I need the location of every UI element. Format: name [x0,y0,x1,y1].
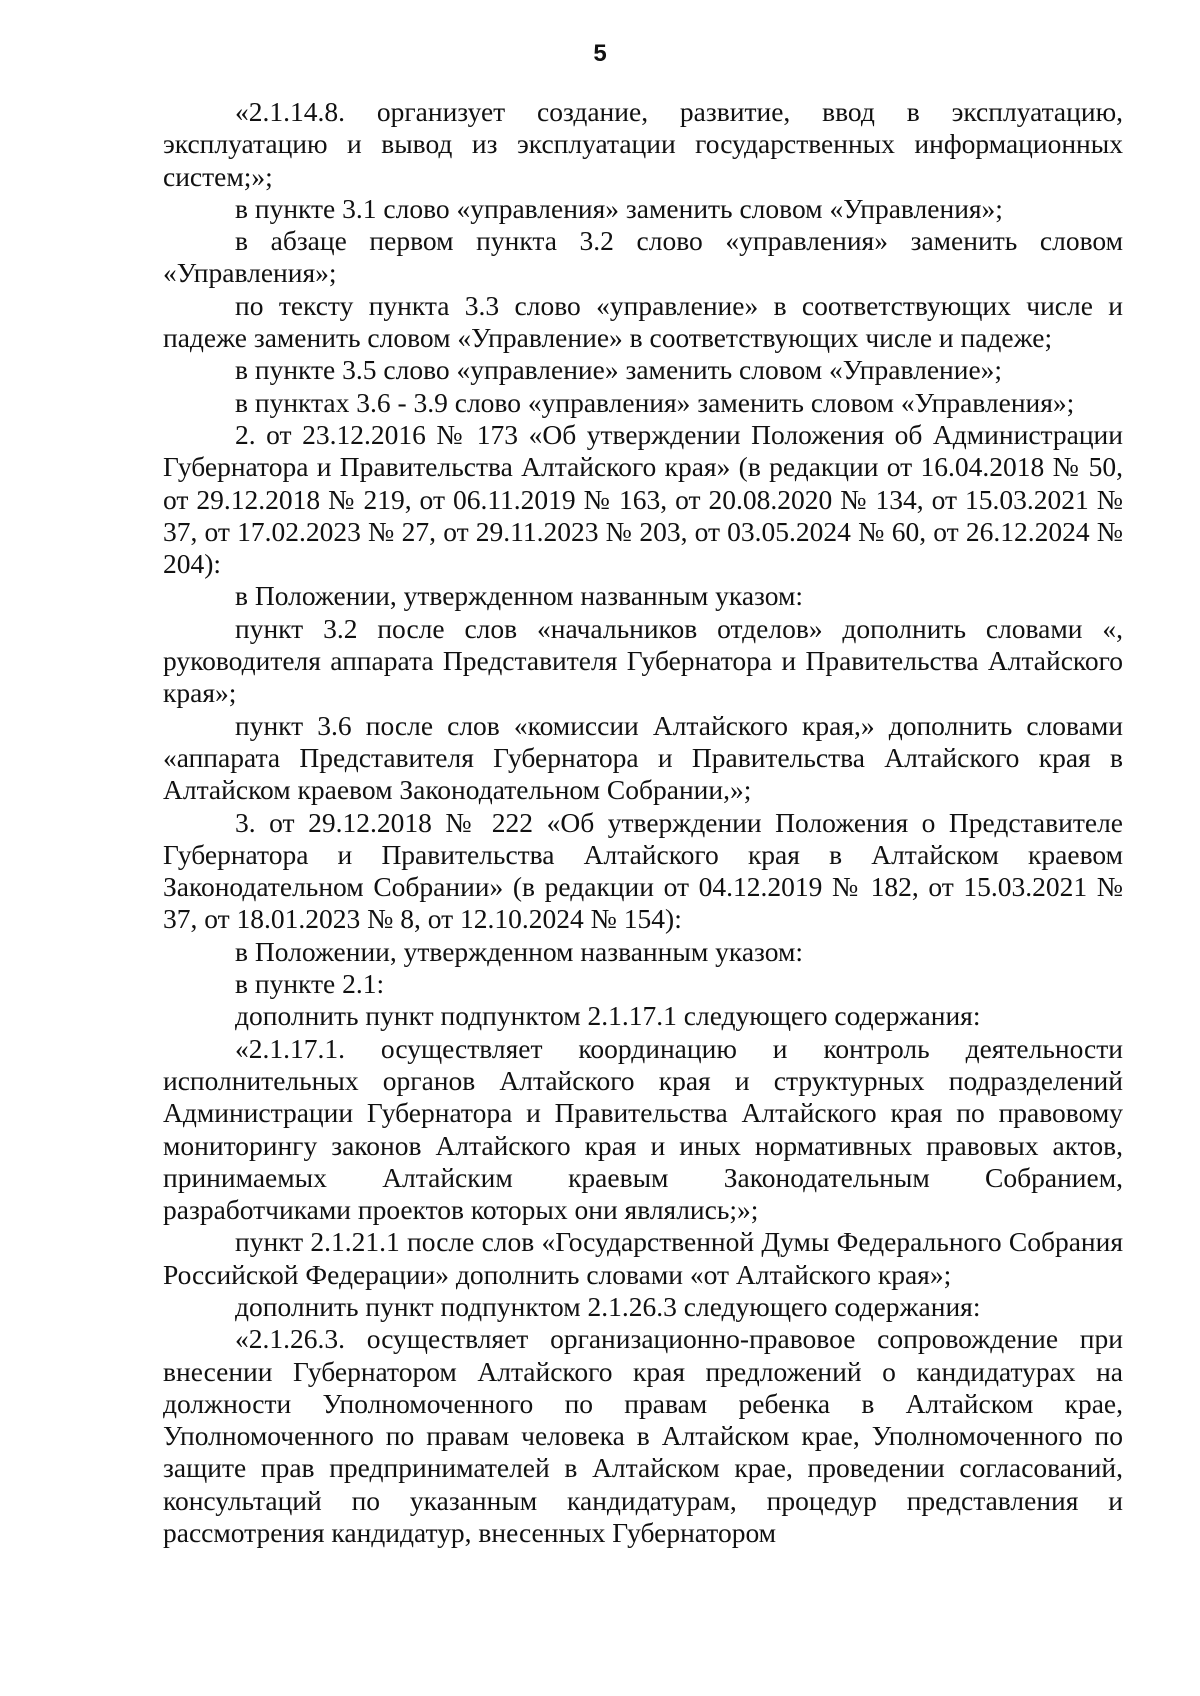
paragraph: в пункте 3.5 слово «управление» заменить словом «Управление»; [235,354,1003,386]
paragraph: в пункте 2.1: [235,968,385,1000]
paragraph: пункт 3.6 после слов «комиссии Алтайского края,» дополнить словами «аппарата Представителя Губернатора и Правительства Алтайского края в Алтайском краевом Законодательном Собрании,»; [163,709,1123,806]
paragraph: 2. от 23.12.2016 № 173 «Об утверждении Положения об Администрации Губернатора и Правительства Алтайского края» (в редакции от 16.04.2018 № 50, от 29.12.2018 № 219, от 06.11.2019 № 163, от 20.08.2020 № 134, от 15.03.2021 № 37, от 17.02.2023 № 27, от 29.11.2023 № 203, от 03.05.2024 № 60, от 26.12.2024 № 204): [163,418,1123,580]
document-body [163,96,1123,1549]
paragraph: в Положении, утвержденном названным указом: [235,935,803,967]
paragraph: в Положении, утвержденном названным указом: [235,580,803,612]
page-number: 5 [593,40,607,67]
paragraph: пункт 3.2 после слов «начальников отделов» дополнить словами «, руководителя аппарата Представителя Губернатора и Правительства Алтайского края»; [163,612,1123,709]
paragraph: дополнить пункт подпунктом 2.1.17.1 следующего содержания: [235,1000,981,1032]
paragraph: в абзаце первом пункта 3.2 слово «управления» заменить словом «Управления»; [163,225,1123,289]
paragraph: «2.1.14.8. организует создание, развитие, ввод в эксплуатацию, эксплуатацию и вывод из эксплуатации государственных информационных систем;»; [163,96,1123,192]
paragraph: в пунктах 3.6 - 3.9 слово «управления» заменить словом «Управления»; [235,386,1075,418]
paragraph: дополнить пункт подпунктом 2.1.26.3 следующего содержания: [235,1290,981,1322]
paragraph: 3. от 29.12.2018 № 222 «Об утверждении Положения о Представителе Губернатора и Правительства Алтайского края в Алтайском краевом Законодательном Собрании» (в редакции от 04.12.2019 № 182, от 15.03.2021 № 37, от 18.01.2023 № 8, от 12.10.2024 № 154): [163,806,1123,935]
paragraph: «2.1.26.3. осуществляет организационно-правовое сопровождение при внесении Губернатором Алтайского края предложений о кандидатурах на должности Уполномоченного по правам ребенка в Алтайском крае, Уполномоченного по правам человека в Алтайском крае, Уполномоченного по защите прав предпринимателей в Алтайском крае, проведении согласований, консультаций по указанным кандидатурам, процедур представления и рассмотрения кандидатур, внесенных Губернатором [163,1323,1123,1549]
paragraph: «2.1.17.1. осуществляет координацию и контроль деятельности исполнительных органов Алтайского края и структурных подразделений Администрации Губернатора и Правительства Алтайского края по правовому мониторингу законов Алтайского края и иных нормативных правовых актов, принимаемых Алтайским краевым Законодательным Собранием, разработчиками проектов которых они являлись;»; [163,1032,1123,1226]
paragraph: пункт 2.1.21.1 после слов «Государственной Думы Федерального Собрания Российской Федерации» дополнить словами «от Алтайского края»; [163,1226,1123,1290]
paragraph: в пункте 3.1 слово «управления» заменить словом «Управления»; [235,192,1003,224]
paragraph: по тексту пункта 3.3 слово «управление» в соответствующих числе и падеже заменить словом «Управление» в соответствующих числе и падеже; [163,289,1123,354]
